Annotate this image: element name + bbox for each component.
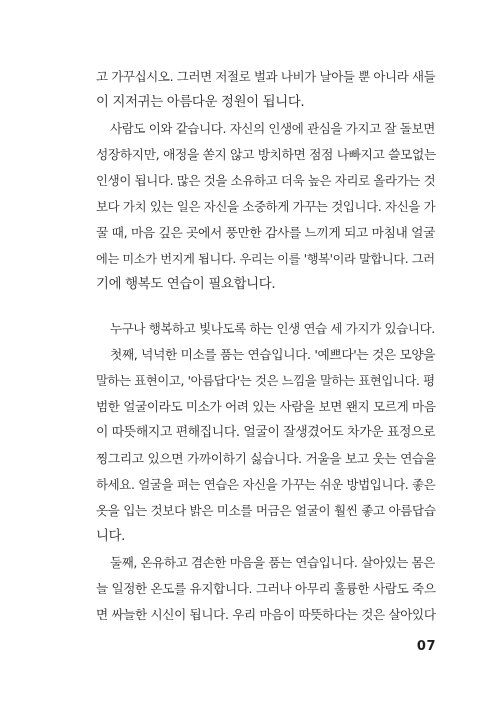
text-line: 둘째, 온유하고 겸손한 마음을 품는 연습입니다. 살아있는 몸은 xyxy=(110,555,435,570)
text-line: 꿀 때, 마음 깊은 곳에서 풍만한 감사를 느끼게 되고 마침내 얼굴 xyxy=(96,225,436,240)
text-line: 에는 미소가 번지게 됩니다. 우리는 이를 '행복'이라 말합니다. 그러 xyxy=(96,252,435,266)
text-line: 이 따뜻해지고 편해집니다. 얼굴이 잘생겼어도 차가운 표정으로 xyxy=(96,425,436,440)
text-line: 사람도 이와 같습니다. 자신의 인생에 관심을 가지고 잘 돌보면 xyxy=(110,121,435,136)
page-number: 07 xyxy=(416,639,436,654)
text-line: 누구나 행복하고 빛나도록 하는 인생 연습 세 가지가 있습니다. xyxy=(110,321,435,336)
text-line: 보다 가치 있는 일은 자신을 소중하게 가꾸는 것입니다. 자신을 가 xyxy=(96,199,436,214)
text-line: 이 지저귀는 아름다운 정원이 됩니다. xyxy=(96,95,305,110)
text-line: 인생이 됩니다. 많은 것을 소유하고 더욱 높은 자리로 올라가는 것 xyxy=(96,173,436,188)
text-line: 범한 얼굴이라도 미소가 어려 있는 사람을 보면 왠지 모르게 마음 xyxy=(96,399,436,414)
text-line: 니다. xyxy=(96,529,126,544)
text-line: 찡그리고 있으면 가까이하기 싫습니다. 거울을 보고 웃는 연습을 xyxy=(96,451,436,466)
text-line: 옷을 입는 것보다 밝은 미소를 머금은 얼굴이 훨씬 좋고 아름답습 xyxy=(96,503,436,518)
text-line: 성장하지만, 애정을 쏟지 않고 방치하면 점점 나빠지고 쓸모없는 xyxy=(96,147,436,162)
text-line: 첫째, 넉넉한 미소를 품는 연습입니다. '예쁘다'는 것은 모양을 xyxy=(110,347,436,362)
text-line: 하세요. 얼굴을 펴는 연습은 자신을 가꾸는 쉬운 방법입니다. 좋은 xyxy=(96,477,436,492)
text-line: 면 싸늘한 시신이 됩니다. 우리 마음이 따뜻하다는 것은 살아있다 xyxy=(96,607,436,622)
text-line: 고 가꾸십시오. 그러면 저절로 벌과 나비가 날아들 뿐 아니라 새들 xyxy=(96,69,436,84)
text-line: 말하는 표현이고, '아름답다'는 것은 느낌을 말하는 표현입니다. 평 xyxy=(96,374,435,388)
text-line: 늘 일정한 온도를 유지합니다. 그러나 아무리 훌륭한 사람도 죽으 xyxy=(96,581,436,596)
text-line: 기에 행복도 연습이 필요합니다. xyxy=(96,277,276,292)
